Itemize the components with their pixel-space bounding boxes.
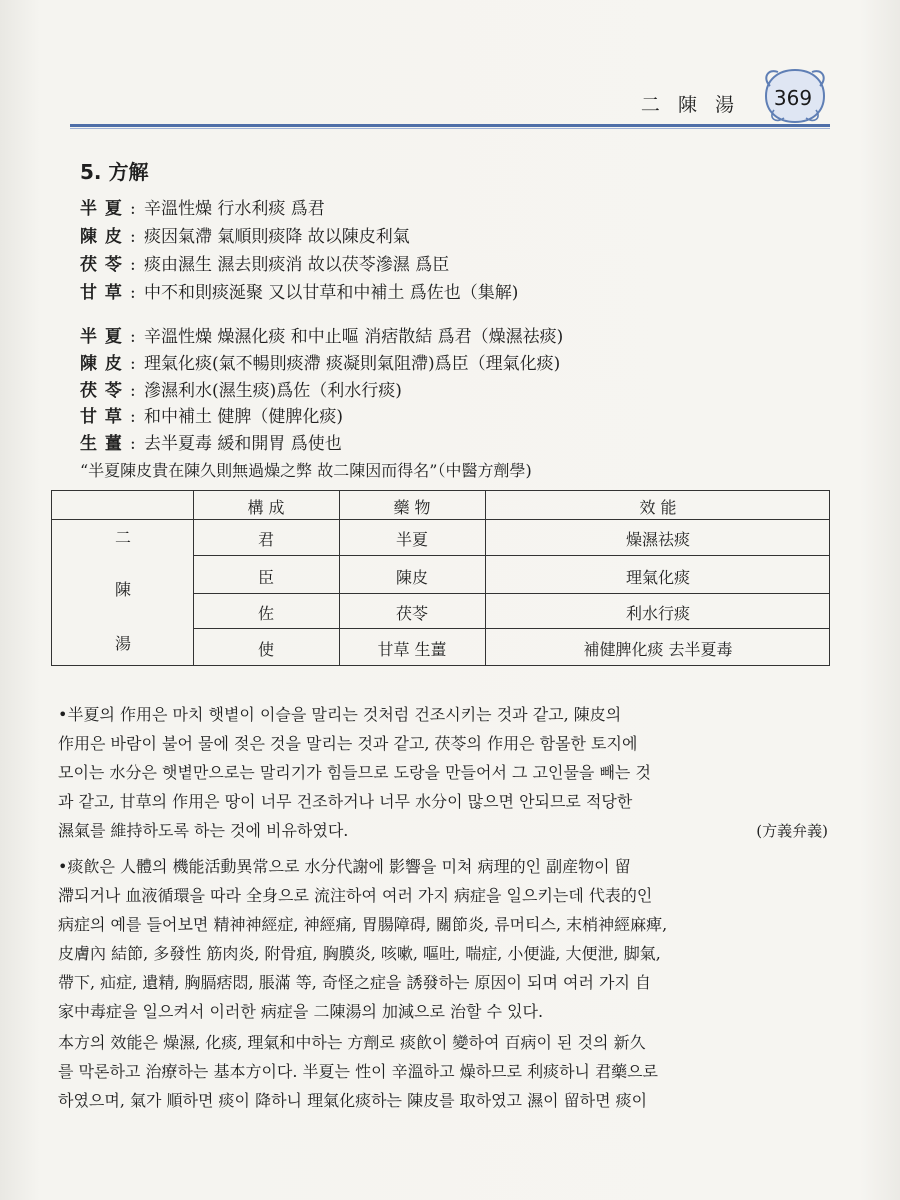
herb-name: 茯 苓 <box>80 381 123 401</box>
table-cell-drug: 甘草 生薑 <box>377 640 447 659</box>
running-header <box>70 60 830 130</box>
herb-description: 和中補土 健脾（健脾化痰) <box>144 407 344 427</box>
paragraph-line: •半夏의 作用은 마치 햇볕이 이슬을 말리는 것처럼 건조시키는 것과 같고, 陳皮의 <box>58 705 622 724</box>
herb-name: 茯 苓 <box>80 255 123 275</box>
page-number: 369 <box>773 86 813 110</box>
herb-description: 去半夏毒 緩和開胃 爲使也 <box>144 434 342 454</box>
fangjie-line: 陳 皮 : 理氣化痰(氣不暢則痰滯 痰凝則氣阻滯)爲臣（理氣化痰) <box>80 350 560 378</box>
table-rule <box>193 628 829 629</box>
section-title: 5. 方解 <box>80 160 149 184</box>
herb-description: 辛溫性燥 行水利痰 爲君 <box>144 199 325 219</box>
paragraph-line: 本方의 效能은 燥濕, 化痰, 理氣和中하는 方劑로 痰飮이 變하여 百病이 된 것의 新久 <box>58 1033 646 1052</box>
header-rule-thin <box>70 128 830 129</box>
composition-table <box>51 490 830 666</box>
paragraph-line: 滯되거나 血液循環을 따라 全身으로 流注하여 여러 가지 病症을 일으키는데 代表的인 <box>58 886 653 905</box>
table-header: 藥 物 <box>393 498 431 517</box>
paragraph-tanyin <box>58 852 828 1026</box>
herb-description: 滲濕利水(濕生痰)爲佐（利水行痰) <box>144 381 402 401</box>
running-title: 二 陳 湯 <box>640 94 740 116</box>
herb-name: 生 薑 <box>80 434 123 454</box>
table-rule <box>52 519 829 520</box>
fangjie-line: 茯 苓 : 滲濕利水(濕生痰)爲佐（利水行痰) <box>80 377 402 405</box>
table-cell-role: 臣 <box>257 568 274 587</box>
source-citation: (方義弁義) <box>756 822 828 840</box>
paragraph-analogy <box>58 700 828 845</box>
table-rule <box>193 555 829 556</box>
table-cell-effect: 理氣化痰 <box>625 568 690 587</box>
table-cell-drug: 茯苓 <box>395 604 428 623</box>
herb-name: 甘 草 <box>80 283 123 303</box>
fangjie-line: 半 夏 : 辛溫性燥 行水利痰 爲君 <box>80 195 325 223</box>
paragraph-line: 모이는 水分은 햇볕만으로는 말리기가 힘들므로 도랑을 만들어서 그 고인물을 빼는 것 <box>58 763 651 782</box>
fangjie-line: 茯 苓 : 痰由濕生 濕去則痰消 故以茯苓滲濕 爲臣 <box>80 251 449 279</box>
table-cell-effect: 燥濕祛痰 <box>625 530 690 549</box>
table-header: 構 成 <box>247 498 285 517</box>
formula-char: 二 <box>114 528 131 547</box>
paragraph-efficacy <box>58 1028 828 1115</box>
paragraph-line: 과 같고, 甘草의 作用은 땅이 너무 건조하거나 너무 水分이 많으면 안되므로 적당한 <box>58 792 633 811</box>
paragraph-line: 帶下, 疝症, 遺精, 胸膈痞悶, 脹滿 等, 奇怪之症을 誘發하는 原因이 되며 여러 가지 自 <box>58 973 652 992</box>
paragraph-line: •痰飮은 人體의 機能活動異常으로 水分代謝에 影響을 미쳐 病理的인 副産物이 留 <box>58 857 631 876</box>
paragraph-line: 하였으며, 氣가 順하면 痰이 降하니 理氣化痰하는 陳皮를 取하였고 濕이 留하면 痰이 <box>58 1091 648 1110</box>
paragraph-line: 家中毒症을 일으켜서 이러한 病症을 二陳湯의 加減으로 治할 수 있다. <box>58 1002 544 1021</box>
herb-name: 甘 草 <box>80 407 123 427</box>
fangjie-line: 甘 草 : 和中補土 健脾（健脾化痰) <box>80 403 343 431</box>
table-cell-role: 佐 <box>257 604 274 623</box>
header-rule <box>70 124 830 127</box>
paragraph-line: 濕氣를 維持하도록 하는 것에 비유하였다. <box>58 821 349 840</box>
table-cell-effect: 補健脾化痰 去半夏毒 <box>583 640 733 659</box>
herb-description: 中不和則痰涎聚 又以甘草和中補土 爲佐也（集解) <box>144 283 519 303</box>
table-cell-effect: 利水行痰 <box>625 604 690 623</box>
formula-char: 陳 <box>114 580 131 599</box>
table-cell-role: 使 <box>257 640 274 659</box>
fangjie-line: 陳 皮 : 痰因氣滯 氣順則痰降 故以陳皮利氣 <box>80 223 410 251</box>
herb-description: 痰因氣滯 氣順則痰降 故以陳皮利氣 <box>144 227 410 247</box>
table-cell-drug: 半夏 <box>395 530 428 549</box>
fangjie-line: 生 薑 : 去半夏毒 緩和開胃 爲使也 <box>80 430 342 458</box>
herb-description: 理氣化痰(氣不暢則痰滯 痰凝則氣阻滯)爲臣（理氣化痰) <box>144 354 561 374</box>
formula-char: 湯 <box>114 634 131 653</box>
herb-name: 半 夏 <box>80 327 123 347</box>
table-rule <box>193 593 829 594</box>
fangjie-line: 甘 草 : 中不和則痰涎聚 又以甘草和中補土 爲佐也（集解) <box>80 279 518 307</box>
table-header: 效 能 <box>639 498 677 517</box>
table-cell-drug: 陳皮 <box>395 568 428 587</box>
quote-line: “半夏陳皮貴在陳久則無過燥之弊 故二陳因而得名”（中醫方劑學) <box>80 461 532 480</box>
paragraph-line: 를 막론하고 治療하는 基本方이다. 半夏는 性이 辛溫하고 燥하므로 利痰하니 君藥으로 <box>58 1062 658 1081</box>
paragraph-line: 皮膚內 結節, 多發性 筋肉炎, 附骨疽, 胸膜炎, 咳嗽, 嘔吐, 喘症, 小便澁, 大便泄, 脚氣, <box>58 944 661 963</box>
herb-name: 陳 皮 <box>80 227 123 247</box>
fangjie-line: 半 夏 : 辛溫性燥 燥濕化痰 和中止嘔 消痞散結 爲君（燥濕祛痰) <box>80 323 563 351</box>
table-cell-role: 君 <box>257 530 274 549</box>
herb-description: 痰由濕生 濕去則痰消 故以茯苓滲濕 爲臣 <box>144 255 450 275</box>
herb-name: 半 夏 <box>80 199 123 219</box>
herb-name: 陳 皮 <box>80 354 123 374</box>
herb-description: 辛溫性燥 燥濕化痰 和中止嘔 消痞散結 爲君（燥濕祛痰) <box>144 327 564 347</box>
paragraph-line: 作用은 바람이 불어 물에 젖은 것을 말리는 것과 같고, 茯苓의 作用은 함몰한 토지에 <box>58 734 638 753</box>
paragraph-line: 病症의 예를 들어보면 精神神經症, 神經痛, 胃腸障碍, 關節炎, 류머티스, 末梢神經麻痺, <box>58 915 668 934</box>
